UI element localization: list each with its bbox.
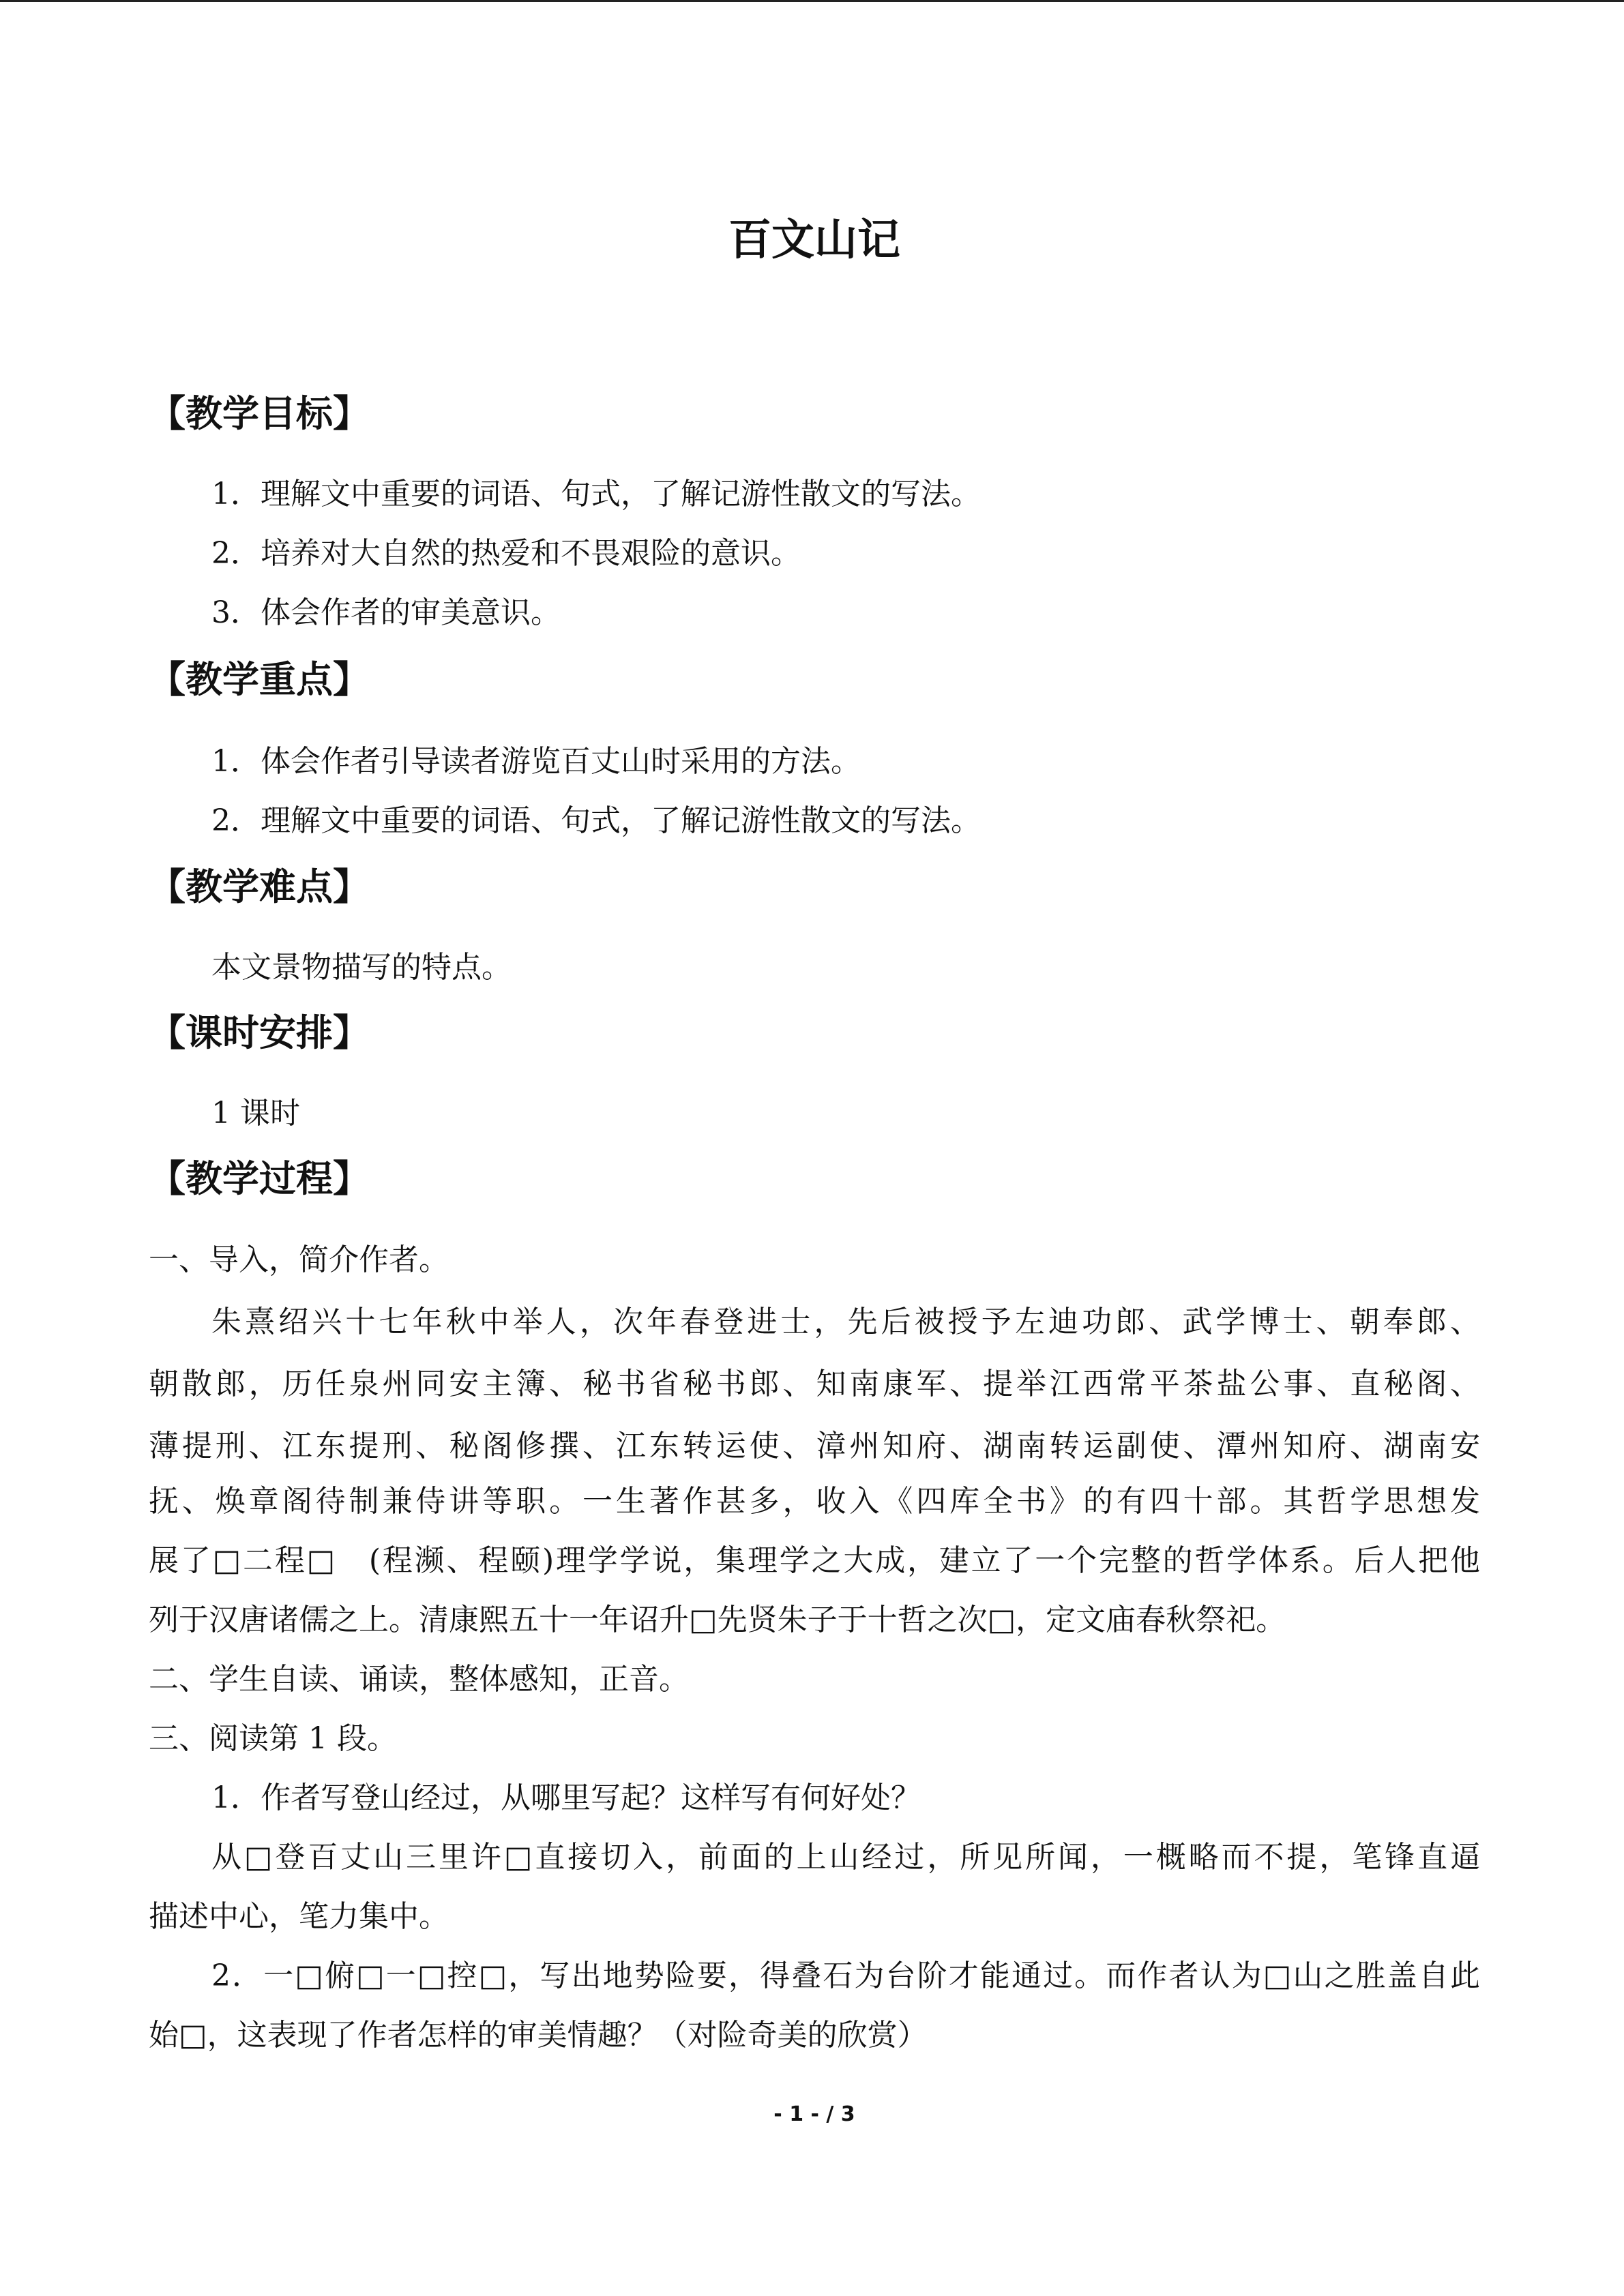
heading-schedule: 【课时安排】 xyxy=(149,1011,370,1054)
process-line-12: 描述中心，笔力集中。 xyxy=(149,1899,449,1934)
heading-teaching-goals: 【教学目标】 xyxy=(149,392,370,435)
difficulty-item-1: 本文景物描写的特点。 xyxy=(211,950,512,985)
process-line-14: 始□，这表现了作者怎样的审美情趣？（对险奇美的欣赏） xyxy=(149,2018,928,2053)
process-line-1: 一、导入，简介作者。 xyxy=(149,1242,449,1277)
process-line-5: 抚、焕章阁待制兼侍讲等职。一生著作甚多，收入《四库全书》的有四十部。其哲学思想发 xyxy=(149,1484,1480,1519)
document-page xyxy=(149,0,1480,2296)
page-number: - 1 - / 3 xyxy=(773,2102,855,2126)
heading-teaching-process: 【教学过程】 xyxy=(149,1157,370,1200)
goal-item-2: 2．培养对大自然的热爱和不畏艰险的意识。 xyxy=(211,536,801,571)
process-line-7: 列于汉唐诸儒之上。清康熙五十一年诏升□先贤朱子于十哲之次□，定文庙春秋祭祀。 xyxy=(149,1602,1286,1637)
process-line-9: 三、阅读第 1 段。 xyxy=(149,1721,397,1756)
document-title: 百文山记 xyxy=(728,215,900,265)
process-line-10: 1．作者写登山经过，从哪里写起？这样写有何好处？ xyxy=(211,1780,921,1815)
process-line-2: 朱熹绍兴十七年秋中举人，次年春登进士，先后被授予左迪功郎、武学博士、朝奉郎、 xyxy=(211,1304,1480,1339)
process-line-8: 二、学生自读、诵读，整体感知，正音。 xyxy=(149,1662,689,1697)
process-line-11: 从□登百丈山三里许□直接切入，前面的上山经过，所见所闻，一概略而不提，笔锋直逼 xyxy=(211,1840,1480,1875)
process-line-13: 2．一□俯□一□控□，写出地势险要，得叠石为台阶才能通过。而作者认为□山之胜盖自此 xyxy=(211,1958,1480,1993)
key-point-item-2: 2．理解文中重要的词语、句式，了解记游性散文的写法。 xyxy=(211,803,981,838)
heading-key-points: 【教学重点】 xyxy=(149,658,370,701)
process-line-4: 薄提刑、江东提刑、秘阁修撰、江东转运使、漳州知府、湖南转运副使、潭州知府、湖南安 xyxy=(149,1429,1480,1463)
process-line-3: 朝散郎，历任泉州同安主簿、秘书省秘书郎、知南康军、提举江西常平茶盐公事、直秘阁、 xyxy=(149,1367,1480,1401)
schedule-item-1: 1 课时 xyxy=(211,1096,300,1131)
heading-difficulties: 【教学难点】 xyxy=(149,865,370,908)
goal-item-3: 3．体会作者的审美意识。 xyxy=(211,595,561,630)
goal-item-1: 1．理解文中重要的词语、句式，了解记游性散文的写法。 xyxy=(211,477,981,511)
process-line-6: 展了□二程□ (程濒、程颐)理学学说，集理学之大成，建立了一个完整的哲学体系。后人把他 xyxy=(149,1543,1480,1578)
key-point-item-1: 1．体会作者引导读者游览百丈山时采用的方法。 xyxy=(211,744,861,779)
